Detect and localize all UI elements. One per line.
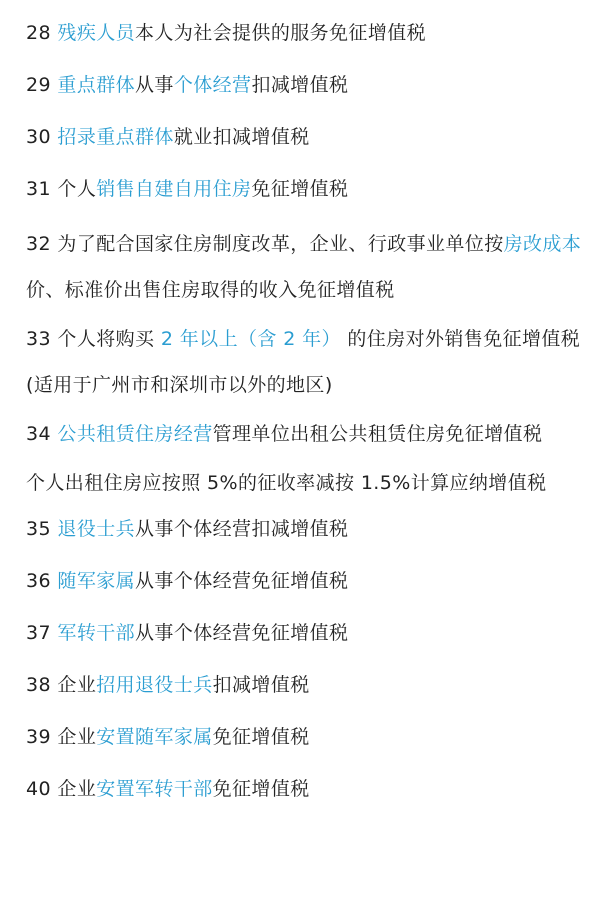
paragraph-text: 39 企业	[26, 726, 97, 748]
paragraph-33	[26, 316, 588, 408]
link-two-years-or-more[interactable]: 2 年以上（含 2 年）	[160, 328, 341, 350]
paragraph-text: 管理单位出租公共租赁住房免征增值税	[212, 423, 543, 445]
paragraph-text: 从事	[135, 74, 174, 96]
link-self-employment[interactable]: 个体经营	[173, 74, 252, 96]
link-disabled-persons[interactable]: 残疾人员	[57, 22, 136, 44]
paragraph-text: 从事个体经营免征增值税	[135, 622, 349, 644]
paragraph-text: 免征增值税	[251, 178, 349, 200]
paragraph-text: 扣减增值税	[212, 674, 310, 696]
paragraph-37	[26, 613, 588, 654]
item-number: 34	[26, 423, 58, 445]
paragraph-35	[26, 509, 588, 550]
link-place-military-transfer-cadres[interactable]: 安置军转干部	[96, 778, 213, 800]
paragraph-text: 从事个体经营免征增值税	[135, 570, 349, 592]
link-military-transfer-cadres[interactable]: 军转干部	[57, 622, 136, 644]
link-key-groups[interactable]: 重点群体	[57, 74, 136, 96]
paragraph-text: 扣减增值税	[251, 74, 349, 96]
paragraph-30	[26, 117, 588, 158]
link-sell-self-built-housing[interactable]: 销售自建自用住房	[96, 178, 252, 200]
link-military-families[interactable]: 随军家属	[57, 570, 136, 592]
paragraph-text: 33 个人将购买	[26, 328, 161, 350]
paragraph-text: 价、标准价出售住房取得的收入免征增值税	[26, 279, 395, 301]
item-number: 35	[26, 518, 58, 540]
link-retired-soldiers[interactable]: 退役士兵	[57, 518, 136, 540]
paragraph-36	[26, 561, 588, 602]
paragraph-32	[26, 221, 588, 313]
paragraph-text: 从事个体经营扣减增值税	[135, 518, 349, 540]
link-place-military-families[interactable]: 安置随军家属	[96, 726, 213, 748]
document-body	[26, 13, 588, 821]
paragraph-text: 免征增值税	[212, 778, 310, 800]
paragraph-text: 免征增值税	[212, 726, 310, 748]
paragraph-text: 的住房对外销售免征增值税(适用于广州市和深圳市以外的地区)	[26, 328, 581, 396]
paragraph-text: 就业扣减增值税	[173, 126, 310, 148]
paragraph-34	[26, 411, 588, 457]
link-housing-reform-cost[interactable]: 房改成本	[503, 233, 582, 255]
paragraph-40	[26, 769, 588, 810]
paragraph-text: 38 企业	[26, 674, 97, 696]
paragraph-39	[26, 717, 588, 758]
paragraph-text: 个人出租住房应按照 5%的征收率减按 1.5%计算应纳增值税	[26, 472, 547, 494]
paragraph-text: 40 企业	[26, 778, 97, 800]
paragraph-31	[26, 169, 588, 210]
item-number: 30	[26, 126, 58, 148]
item-number: 29	[26, 74, 58, 96]
paragraph-text: 31 个人	[26, 178, 97, 200]
link-recruit-key-groups[interactable]: 招录重点群体	[57, 126, 174, 148]
paragraph-28	[26, 13, 588, 54]
item-number: 37	[26, 622, 58, 644]
paragraph-text: 32 为了配合国家住房制度改革，企业、行政事业单位按	[26, 233, 504, 255]
paragraph-text: 本人为社会提供的服务免征增值税	[135, 22, 427, 44]
item-number: 28	[26, 22, 58, 44]
link-public-rental-housing[interactable]: 公共租赁住房经营	[57, 423, 213, 445]
link-hire-retired-soldiers[interactable]: 招用退役士兵	[96, 674, 213, 696]
paragraph-29	[26, 65, 588, 106]
paragraph-personal-rental	[26, 460, 588, 506]
item-number: 36	[26, 570, 58, 592]
paragraph-38	[26, 665, 588, 706]
